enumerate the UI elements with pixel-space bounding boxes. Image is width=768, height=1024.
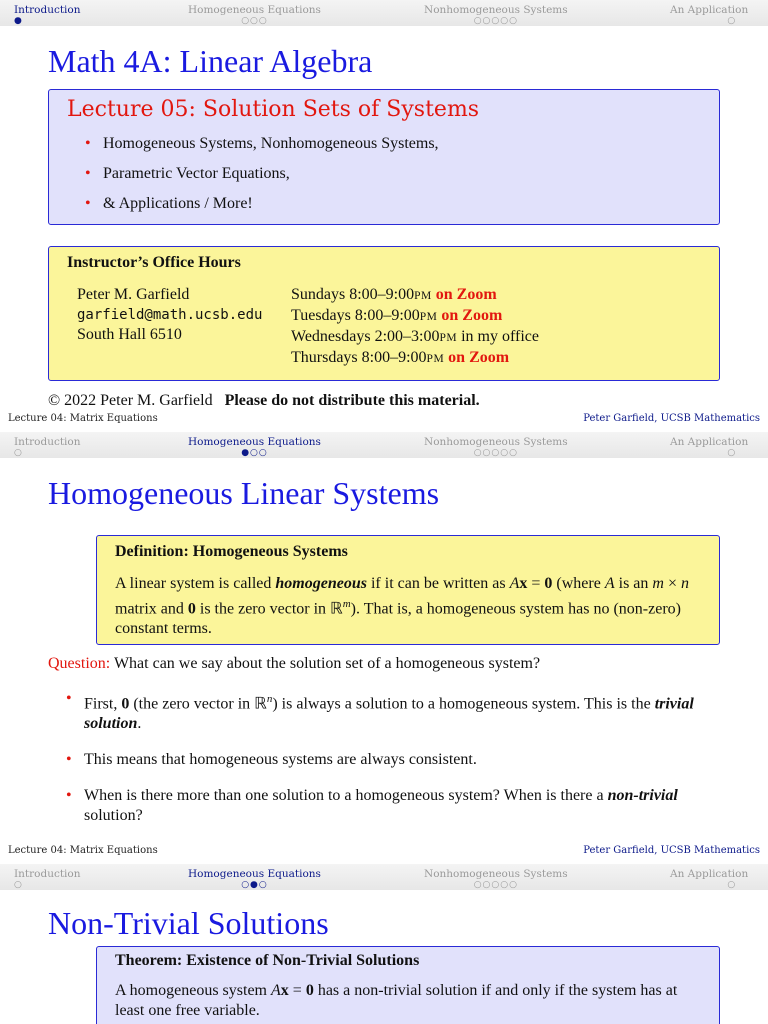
- nav-application[interactable]: [670, 4, 748, 26]
- nav-dots: ○: [14, 880, 23, 890]
- hours-row: Wednesdays 2:00–3:00PM in my office: [291, 328, 539, 345]
- section-nav: [0, 432, 768, 458]
- footer: [0, 844, 768, 858]
- office-hours-heading: Instructor’s Office Hours: [67, 254, 241, 271]
- slide-title: Non-Trivial Solutions: [48, 905, 329, 941]
- footer: [0, 412, 768, 426]
- nav-label: Introduction: [14, 868, 81, 880]
- slide-title: [0, 0, 768, 432]
- slide-homogeneous-systems: [0, 432, 768, 864]
- section-nav: [0, 0, 768, 26]
- question-text: What can we say about the solution set of a homogeneous system?: [113, 655, 541, 672]
- list-item: • First, 0 (the zero vector in ℝ$^n$) is always a solution to a homogeneous system. This is the trivial solution.: [66, 690, 694, 733]
- nav-dots: ○: [727, 448, 737, 458]
- definition-text: A linear system is called homogeneous if it can be written as Ax = 0 (where A is an m × n matrix and 0 is the zero vector in ℝ$^m$). That is, a homogeneous system has no (non-zero) constant terms.: [115, 575, 689, 638]
- copyright: © 2022 Peter M. Garfield: [48, 392, 213, 409]
- hours-row: Thursdays 8:00–9:00PM on Zoom: [291, 349, 510, 366]
- definition-box: [96, 535, 720, 645]
- nav-dots: ●○○: [241, 448, 268, 458]
- nav-label: Homogeneous Equations: [188, 868, 321, 880]
- instructor-email[interactable]: garfield@math.ucsb.edu: [77, 307, 263, 323]
- hours-row: Tuesdays 8:00–9:00PM on Zoom: [291, 307, 503, 324]
- definition-heading: Definition: Homogeneous Systems: [115, 543, 348, 560]
- nav-application[interactable]: [670, 868, 748, 890]
- nav-dots: ●: [14, 16, 23, 26]
- instructor-office: South Hall 6510: [77, 326, 182, 343]
- nav-label: An Application: [670, 4, 749, 16]
- nav-label: Nonhomogeneous Systems: [424, 4, 568, 16]
- slide-title: Homogeneous Linear Systems: [48, 475, 440, 511]
- nav-homogeneous[interactable]: [188, 868, 321, 890]
- theorem-heading: Theorem: Existence of Non-Trivial Solutions: [115, 952, 420, 969]
- list-item: • Parametric Vector Equations,: [85, 165, 290, 182]
- theorem-text: A homogeneous system Ax = 0 has a non-trivial solution if and only if the system has at least one free variable.: [115, 982, 678, 1019]
- instructor-name: Peter M. Garfield: [77, 286, 190, 303]
- hours-list: [291, 285, 539, 369]
- nav-introduction[interactable]: [14, 4, 81, 26]
- hours-row: Sundays 8:00–9:00PM on Zoom: [291, 286, 497, 303]
- copyright-line: [48, 391, 480, 411]
- nav-application[interactable]: [670, 436, 748, 458]
- nav-label: Homogeneous Equations: [188, 4, 321, 16]
- nav-dots: ○●○: [241, 880, 268, 890]
- nav-dots: ○○○○○: [473, 16, 518, 26]
- nav-label: Introduction: [14, 4, 81, 16]
- footer-author: Peter Garfield, UCSB Mathematics: [583, 845, 760, 856]
- nav-dots: ○: [727, 16, 737, 26]
- lecture-title: Lecture 05: Solution Sets of Systems: [67, 97, 480, 122]
- nav-label: Homogeneous Equations: [188, 436, 321, 448]
- nav-label: Nonhomogeneous Systems: [424, 868, 568, 880]
- office-hours-box: [48, 246, 720, 381]
- footer-author: Peter Garfield, UCSB Mathematics: [583, 413, 760, 424]
- answer-list: [66, 689, 726, 826]
- nav-homogeneous[interactable]: [188, 4, 321, 26]
- slide-non-trivial-solutions: [0, 864, 768, 1024]
- nav-label: An Application: [670, 868, 749, 880]
- list-item: • Homogeneous Systems, Nonhomogeneous Systems,: [85, 135, 439, 152]
- nav-introduction[interactable]: [14, 436, 81, 458]
- theorem-box: [96, 946, 720, 1024]
- lecture-box: [48, 89, 720, 225]
- question-label: Question:: [48, 655, 111, 672]
- nav-nonhomogeneous[interactable]: [424, 4, 568, 26]
- course-title: Math 4A: Linear Algebra: [48, 43, 373, 79]
- nav-dots: ○○○○○: [473, 880, 518, 890]
- nav-label: Introduction: [14, 436, 81, 448]
- question-line: [48, 654, 728, 674]
- nav-homogeneous[interactable]: [188, 436, 321, 458]
- distribution-notice: Please do not distribute this material.: [224, 392, 480, 409]
- nav-introduction[interactable]: [14, 868, 81, 890]
- nav-dots: ○: [727, 880, 737, 890]
- list-item: • When is there more than one solution to a homogeneous system? When is there a non-trivial solution?: [66, 787, 678, 825]
- lecture-topics: [85, 134, 439, 214]
- list-item: • This means that homogeneous systems are always consistent.: [66, 751, 477, 769]
- instructor-info: [77, 285, 262, 345]
- nav-nonhomogeneous[interactable]: [424, 436, 568, 458]
- list-item: • & Applications / More!: [85, 195, 253, 212]
- nav-dots: ○○○○○: [473, 448, 518, 458]
- nav-dots: ○: [14, 448, 23, 458]
- nav-label: An Application: [670, 436, 749, 448]
- footer-lecture: Lecture 04: Matrix Equations: [8, 413, 158, 424]
- nav-dots: ○○○: [241, 16, 268, 26]
- section-nav: [0, 864, 768, 890]
- nav-label: Nonhomogeneous Systems: [424, 436, 568, 448]
- nav-nonhomogeneous[interactable]: [424, 868, 568, 890]
- footer-lecture: Lecture 04: Matrix Equations: [8, 845, 158, 856]
